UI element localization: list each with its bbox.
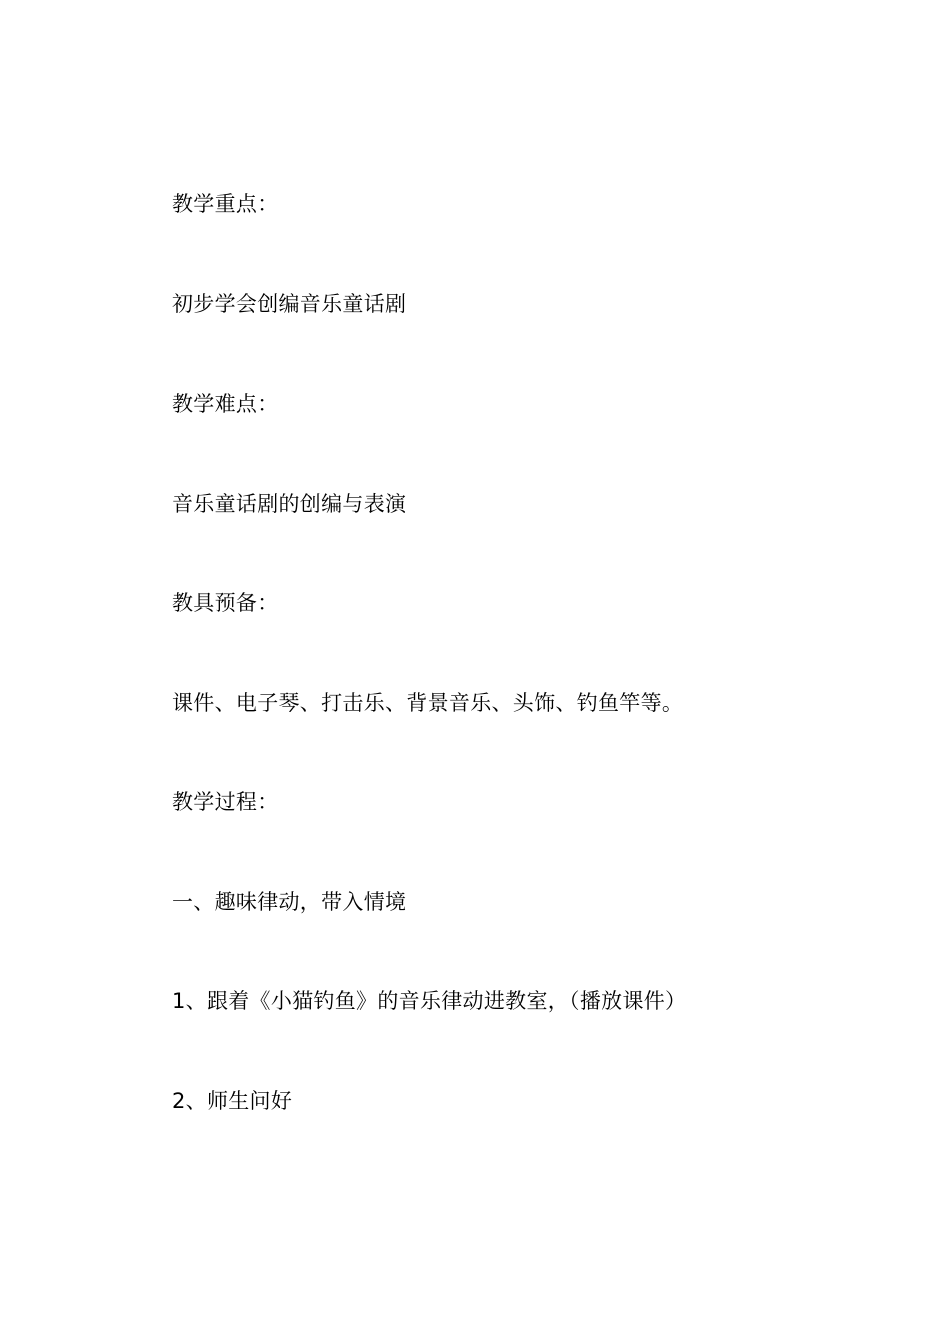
- section-one-title: 一、趣味律动，带入情境: [172, 890, 407, 914]
- key-points-text: 初步学会创编音乐童话剧: [172, 292, 407, 316]
- heading-key-points: 教学重点：: [172, 192, 279, 216]
- step-two-text: 2、师生问好: [172, 1089, 293, 1113]
- step-one-text: 1、跟着《小猫钓鱼》的音乐律动进教室，（播放课件）: [172, 989, 687, 1013]
- heading-teaching-process: 教学过程：: [172, 790, 279, 814]
- difficulties-text: 音乐童话剧的创编与表演: [172, 492, 407, 516]
- heading-difficulties: 教学难点：: [172, 392, 279, 416]
- teaching-aids-text: 课件、电子琴、打击乐、背景音乐、头饰、钓鱼竿等。: [172, 691, 684, 715]
- heading-teaching-aids: 教具预备：: [172, 591, 279, 615]
